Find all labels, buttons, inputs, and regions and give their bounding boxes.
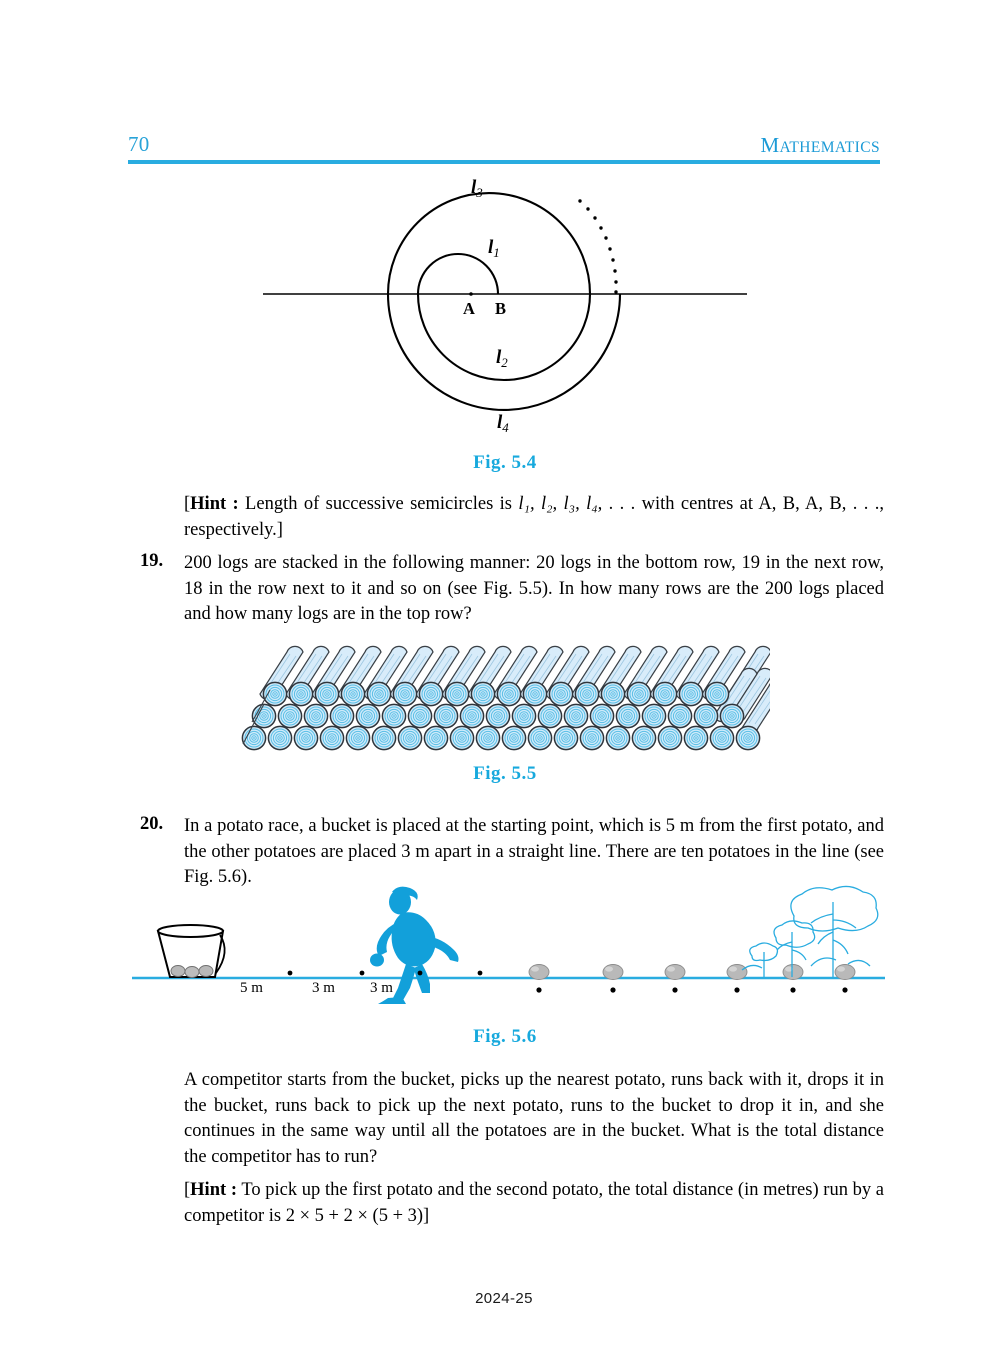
question-20-number: 20. xyxy=(140,814,164,834)
subject-title xyxy=(760,133,880,158)
hint-figure-5-4 xyxy=(184,492,884,543)
question-20-text: In a potato race, a bucket is placed at the starting point, which is 5 m from the first potato, and the other potatoes are placed 3 m apart in a straight line. There are ten potatoes in the line (see Fig. 5.6). xyxy=(184,816,884,887)
distance-label-5m: 5 m xyxy=(240,980,263,996)
hint-20-open-bracket: [ xyxy=(184,1180,191,1200)
figure-5-4-caption: Fig. 5.4 xyxy=(473,452,537,473)
header-rule xyxy=(128,160,880,164)
subject-remainder: ATHEMATICS xyxy=(779,139,880,156)
distance-label-3m-first: 3 m xyxy=(312,980,335,996)
distance-label-3m-second: 3 m xyxy=(370,980,393,996)
hint-label: Hint : xyxy=(190,494,239,514)
hint-text-part1: Length of successive semicircles is xyxy=(238,494,519,514)
label-l2: $l_2$ xyxy=(496,347,508,371)
figure-5-5-log-stack xyxy=(240,632,770,754)
continuation-dots xyxy=(578,199,617,293)
distance-tick-marks xyxy=(288,971,483,976)
figure-5-5-svg xyxy=(240,632,770,754)
page-number: 70 xyxy=(128,132,150,156)
page-header xyxy=(128,132,880,166)
question-19-text: 200 logs are stacked in the following manner: 20 logs in the bottom row, 19 in the next row, 18 in the row next to it and so on (see Fig. 5.5). In how many rows are the 200 logs placed and how many logs are in the top row? xyxy=(184,553,884,624)
hint-text-part2: . . . with centres at A, B, A, B, . . ., respectively.] xyxy=(184,494,884,540)
figure-5-5-caption: Fig. 5.5 xyxy=(473,763,537,784)
subject-initial: M xyxy=(760,133,780,157)
page-footer: 2024-25 xyxy=(475,1290,533,1307)
log-row-1 xyxy=(242,726,759,749)
bucket xyxy=(158,925,225,978)
label-l1: $l_1$ xyxy=(488,237,500,261)
hint-l-list: l₁, l₂, l₃, l₄, xyxy=(518,494,603,514)
figure-5-6-potato-race xyxy=(130,880,890,1005)
potato-position-dots xyxy=(536,987,847,992)
question-19-number: 19. xyxy=(140,551,164,571)
label-l4: $l_4$ xyxy=(497,412,509,436)
semicircle-l1 xyxy=(418,254,498,294)
potato xyxy=(727,965,747,980)
label-point-a: A xyxy=(463,299,475,318)
figure-5-6-caption: Fig. 5.6 xyxy=(473,1026,537,1047)
figure-5-4-spiral-semicircles xyxy=(255,177,755,445)
potato xyxy=(529,965,549,980)
label-point-b: B xyxy=(495,299,507,318)
potato xyxy=(603,965,623,980)
centre-point-a-dot xyxy=(469,292,473,296)
hint-open-bracket: [ xyxy=(184,494,191,514)
potato xyxy=(835,965,855,980)
log-row-2 xyxy=(252,704,743,727)
hint-20-text: To pick up the first potato and the second potato, the total distance (in metres) run by a competitor is 2 × 5 + 2 × (5 + 3)] xyxy=(184,1180,884,1226)
paragraph-after-figure-5-6: A competitor starts from the bucket, picks up the nearest potato, runs back with it, drops it in the bucket, runs back to pick up the next potato, runs to the bucket to drop it in, and she continues in the same way until all the potatoes are in the bucket. What is the total distance the competitor has to run? xyxy=(184,1070,884,1167)
potato xyxy=(665,965,685,980)
potato xyxy=(783,965,803,980)
hint-question-20 xyxy=(184,1178,884,1229)
label-l3: $l_3$ xyxy=(471,177,483,201)
tree-group xyxy=(742,886,878,977)
hint-20-label: Hint : xyxy=(190,1180,237,1200)
